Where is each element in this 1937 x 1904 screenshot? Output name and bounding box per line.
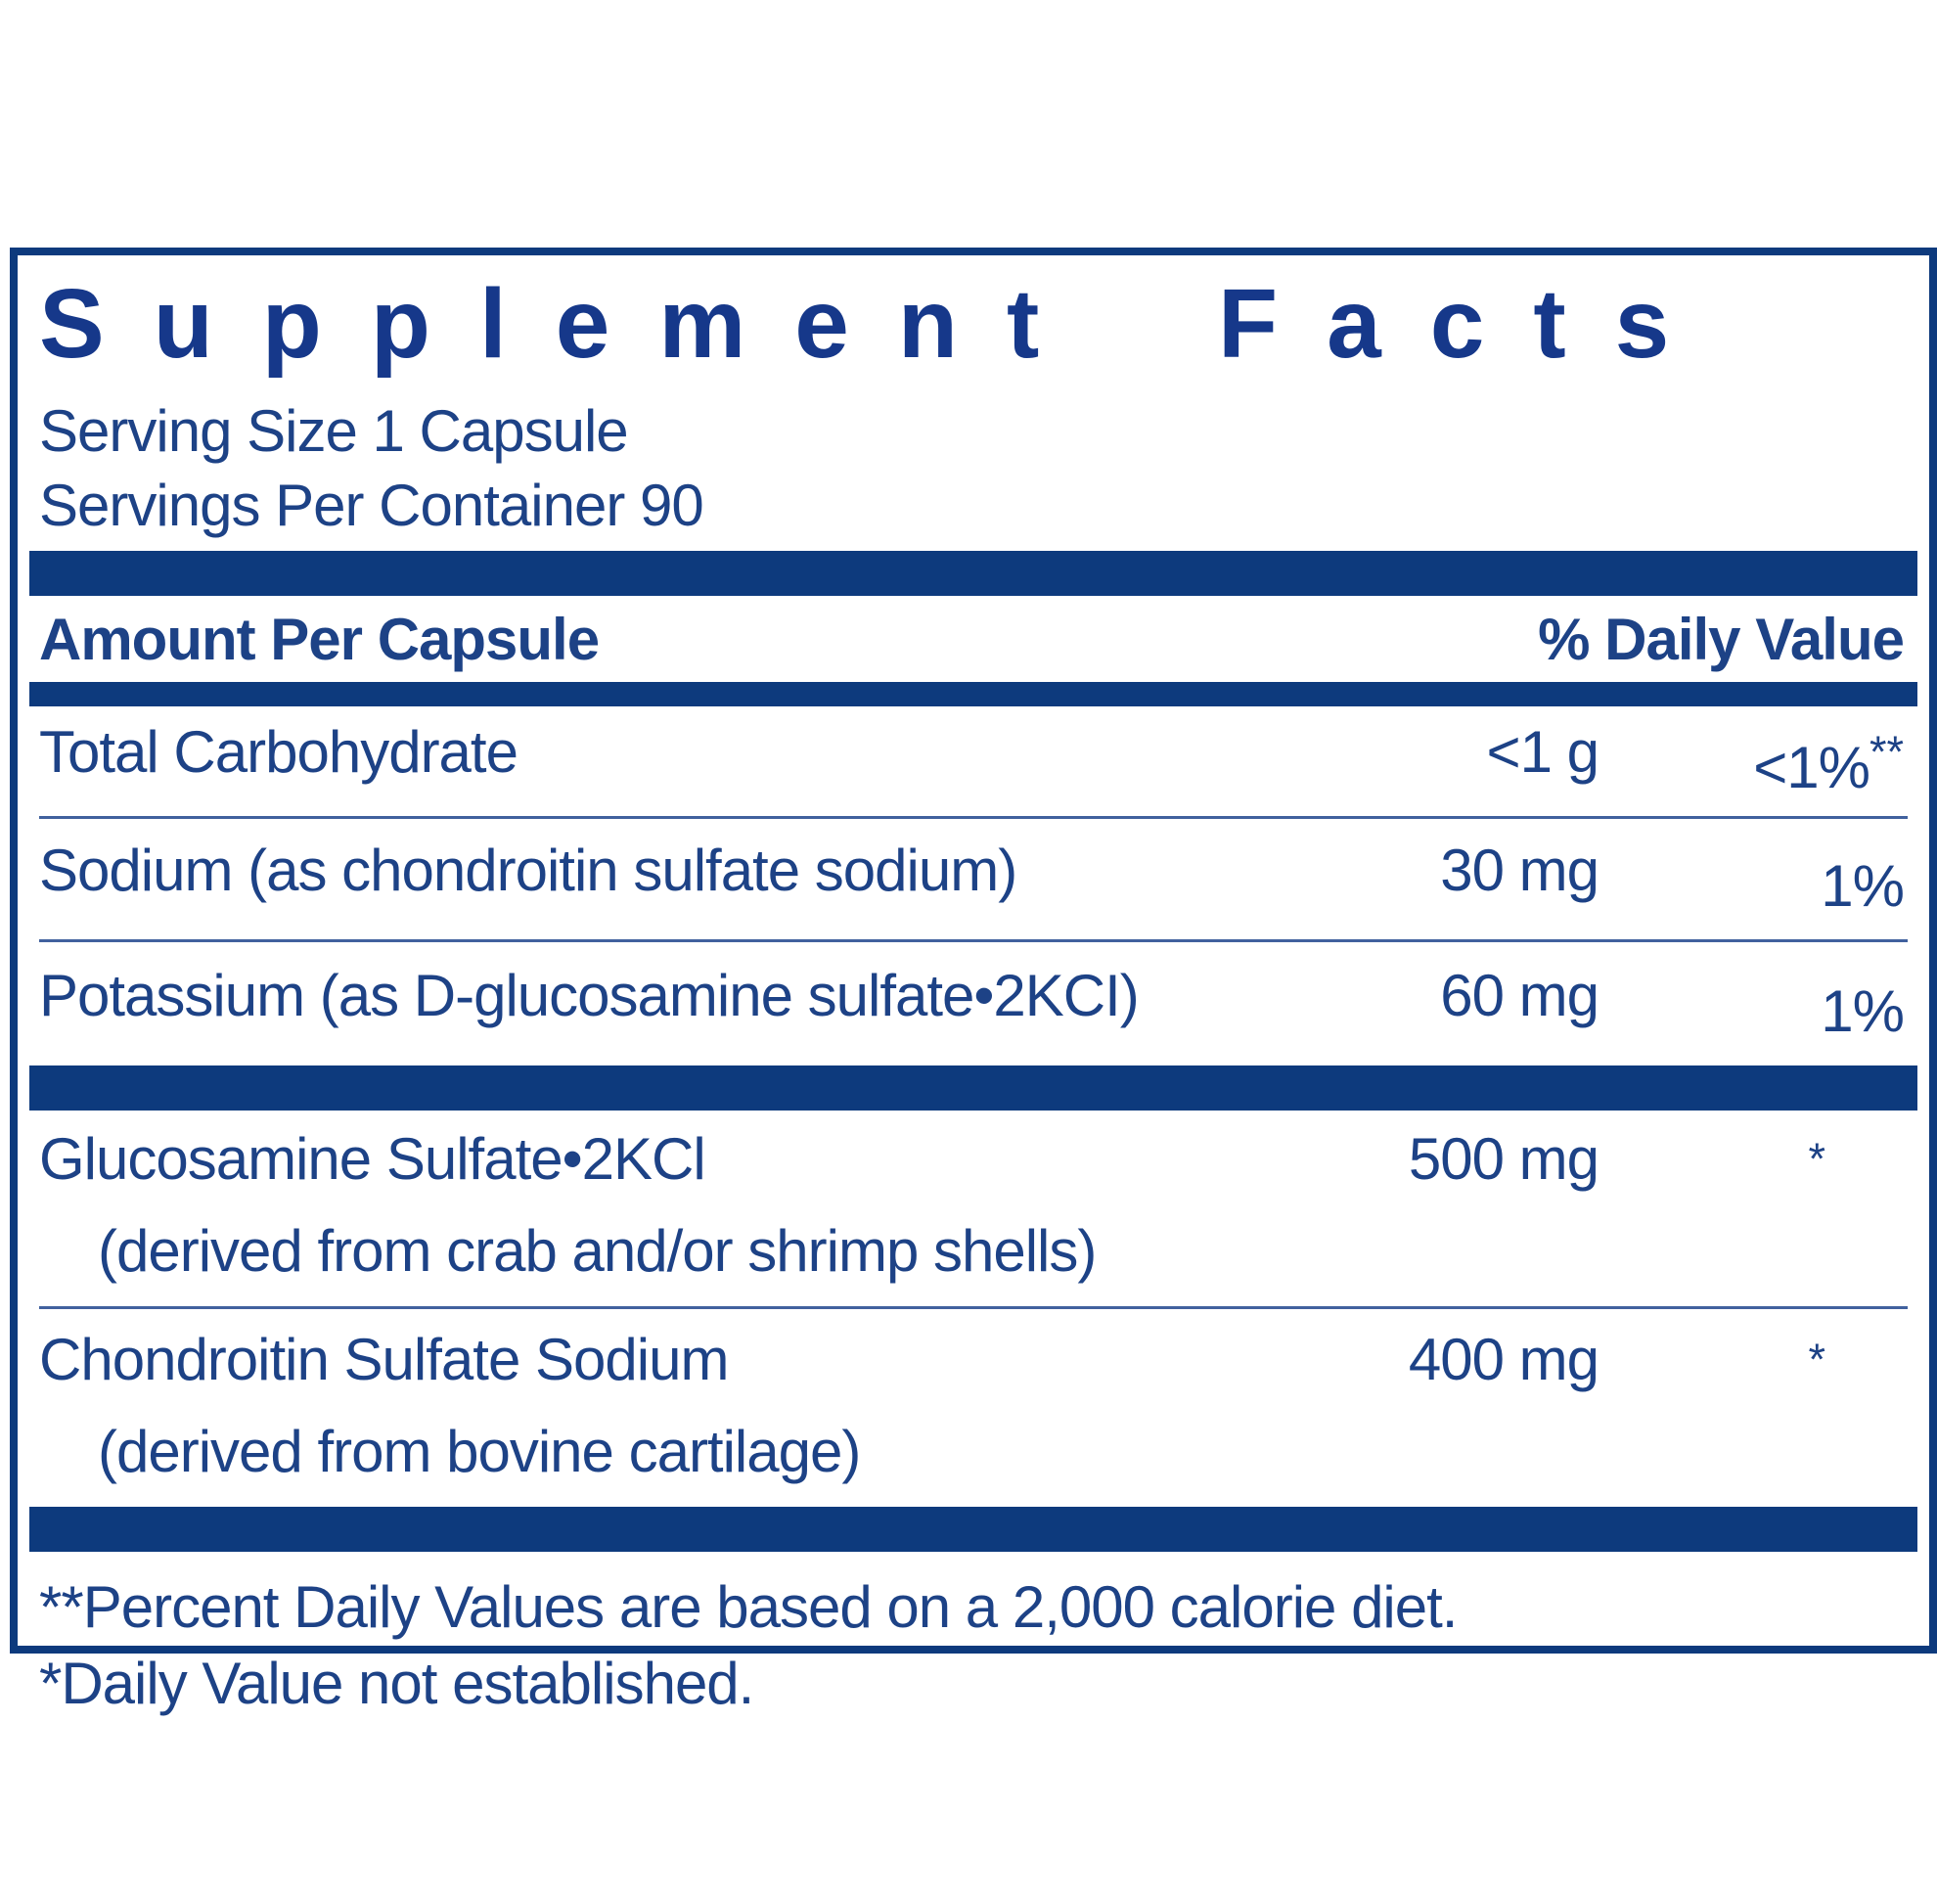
- table-row: [39, 1111, 1908, 1309]
- dv-not-established-footnote: *Daily Value not established.: [39, 1651, 754, 1716]
- nutrient-name: Total Carbohydrate: [39, 719, 518, 785]
- dv-value: 1%: [1821, 978, 1904, 1044]
- divider-bar-bottom: [29, 1507, 1917, 1552]
- divider-bar-top: [29, 551, 1917, 596]
- serving-size-line: Serving Size 1 Capsule: [39, 398, 628, 464]
- table-row: [39, 1309, 1908, 1507]
- nutrient-daily-value: [1599, 721, 1908, 799]
- nutrient-amount: <1 g: [1486, 719, 1599, 785]
- dv-value: <1%: [1753, 735, 1869, 800]
- ingredient-source-note: (derived from crab and/or shrimp shells): [98, 1218, 1097, 1284]
- table-header-row: [39, 596, 1908, 682]
- amount-per-capsule-header: Amount Per Capsule: [39, 606, 600, 672]
- ingredient-daily-value: [1599, 1329, 1908, 1407]
- nutrient-name: Potassium (as D-glucosamine sulfate•2KCI): [39, 963, 1139, 1028]
- ingredient-daily-value: [1599, 1128, 1908, 1206]
- footnotes-section: [39, 1569, 1908, 1722]
- supplement-facts-title: Supplement Facts: [39, 269, 1719, 379]
- table-row: [39, 706, 1908, 819]
- ingredient-name: Chondroitin Sulfate Sodium: [39, 1327, 729, 1392]
- nutrient-amount: 30 mg: [1440, 838, 1599, 903]
- servings-per-container-line: Servings Per Container 90: [39, 473, 703, 538]
- ingredient-amount: 400 mg: [1408, 1327, 1599, 1392]
- table-row: [39, 819, 1908, 942]
- daily-value-header: % Daily Value: [1538, 606, 1904, 672]
- nutrient-name: Sodium (as chondroitin sulfate sodium): [39, 838, 1017, 903]
- nutrient-daily-value: [1599, 965, 1908, 1043]
- ingredient-amount: 500 mg: [1408, 1126, 1599, 1192]
- divider-bar-header: [29, 682, 1917, 706]
- dv-footnote-marker: *: [1808, 1134, 1825, 1184]
- nutrient-daily-value: [1599, 839, 1908, 918]
- ingredient-source-note: (derived from bovine cartilage): [98, 1419, 861, 1484]
- dv-value: 1%: [1821, 853, 1904, 919]
- divider-bar-middle: [29, 1065, 1917, 1111]
- nutrient-amount: 60 mg: [1440, 963, 1599, 1028]
- supplement-facts-panel: [10, 248, 1937, 1716]
- ingredient-name: Glucosamine Sulfate•2KCl: [39, 1126, 705, 1192]
- table-row: [39, 942, 1908, 1065]
- dv-footnote-marker: *: [1808, 1335, 1825, 1384]
- percent-dv-footnote: **Percent Daily Values are based on a 2,000 calorie diet.: [39, 1574, 1458, 1640]
- serving-info: [39, 394, 1908, 543]
- dv-footnote-marker: **: [1869, 727, 1904, 777]
